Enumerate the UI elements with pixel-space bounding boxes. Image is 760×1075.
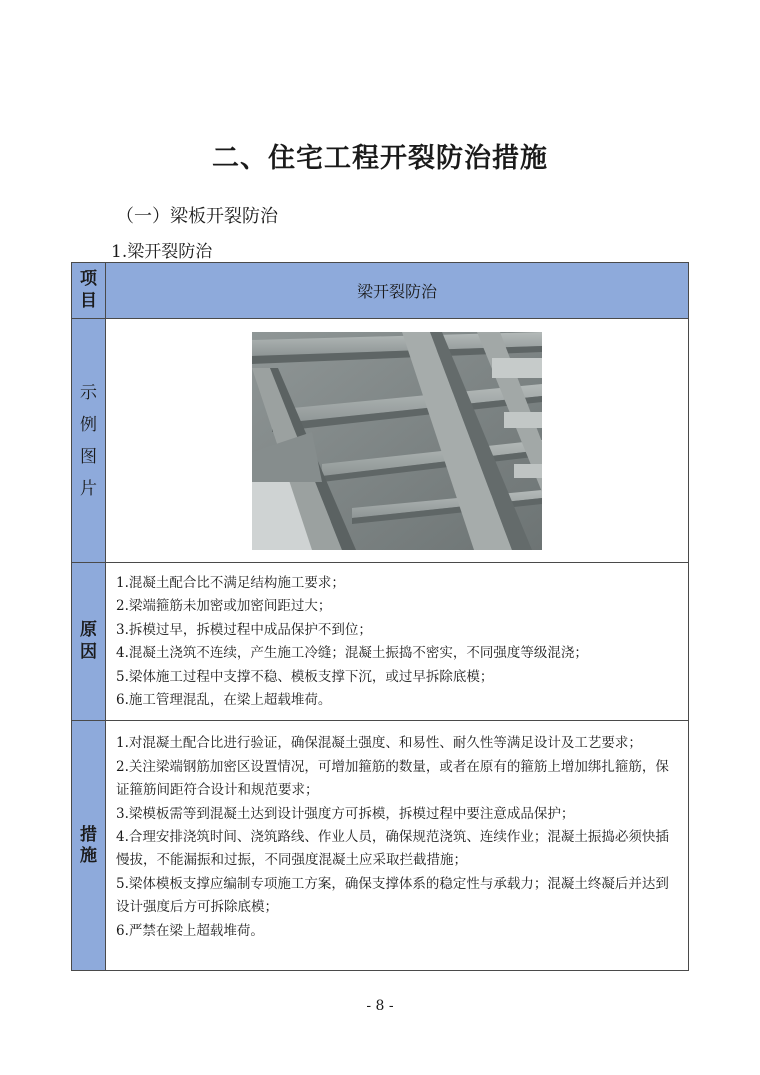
cause-item-3: 3.拆模过早，拆模过程中成品保护不到位； bbox=[116, 621, 372, 638]
cause-item-5: 5.梁体施工过程中支撑不稳、模板支撑下沉，或过早拆除底模； bbox=[116, 668, 494, 685]
document-title: 二、住宅工程开裂防治措施 bbox=[212, 143, 548, 174]
picture-label-cell bbox=[72, 319, 106, 563]
subsection-heading: 1.梁开裂防治 bbox=[111, 242, 213, 262]
cause-row bbox=[72, 563, 689, 721]
cause-item-4: 4.混凝土浇筑不连续，产生施工冷缝；混凝土振捣不密实，不同强度等级混浇； bbox=[116, 645, 588, 662]
measure-item-5: 5.梁体模板支撑应编制专项施工方案，确保支撑体系的稳定性与承载力；混凝土终凝后并达到设计强度后方可拆除底模； bbox=[116, 875, 669, 916]
beam-example-photo bbox=[252, 332, 542, 550]
picture-label: 示例图片 bbox=[80, 382, 97, 499]
measure-row bbox=[72, 721, 689, 971]
picture-row bbox=[72, 319, 689, 563]
cause-list-cell bbox=[106, 563, 689, 721]
picture-cell bbox=[106, 319, 689, 563]
cause-item-2: 2.梁端箍筋未加密或加密间距过大； bbox=[116, 598, 332, 615]
measure-label-cell bbox=[72, 721, 106, 971]
measure-item-3: 3.梁模板需等到混凝土达到设计强度方可拆模，拆模过程中要注意成品保护； bbox=[116, 805, 575, 822]
cause-label: 原因 bbox=[80, 620, 97, 662]
measure-item-4: 4.合理安排浇筑时间、浇筑路线、作业人员，确保规范浇筑、连续作业；混凝土振捣必须快插慢拔，不能漏振和过振，不同强度混凝土应采取拦截措施； bbox=[116, 829, 669, 869]
measure-item-6: 6.严禁在梁上超载堆荷。 bbox=[116, 922, 264, 939]
cause-list bbox=[106, 563, 688, 720]
measure-list-cell bbox=[106, 721, 689, 971]
measure-list bbox=[106, 721, 688, 951]
header-row bbox=[72, 263, 689, 319]
cause-item-6: 6.施工管理混乱，在梁上超载堆荷。 bbox=[116, 692, 332, 709]
section-heading: （一）梁板开裂防治 bbox=[116, 206, 278, 227]
cause-item-1: 1.混凝土配合比不满足结构施工要求； bbox=[116, 575, 345, 591]
page-number: - 8 - bbox=[366, 998, 394, 1014]
measure-label: 措施 bbox=[80, 824, 97, 866]
measure-item-2: 2.关注梁端钢筋加密区设置情况，可增加箍筋的数量，或者在原有的箍筋上增加绑扎箍筋，保证箍筋间距符合设计和规范要求； bbox=[116, 758, 669, 799]
header-value-cell bbox=[106, 263, 689, 319]
measure-item-1: 1.对混凝土配合比进行验证，确保混凝土强度、和易性、耐久性等满足设计及工艺要求； bbox=[116, 735, 642, 752]
header-label-cell bbox=[72, 263, 106, 319]
header-value: 梁开裂防治 bbox=[356, 282, 437, 301]
cause-label-cell bbox=[72, 563, 106, 721]
beam-crack-table bbox=[71, 262, 689, 971]
header-label: 项目 bbox=[80, 269, 97, 311]
